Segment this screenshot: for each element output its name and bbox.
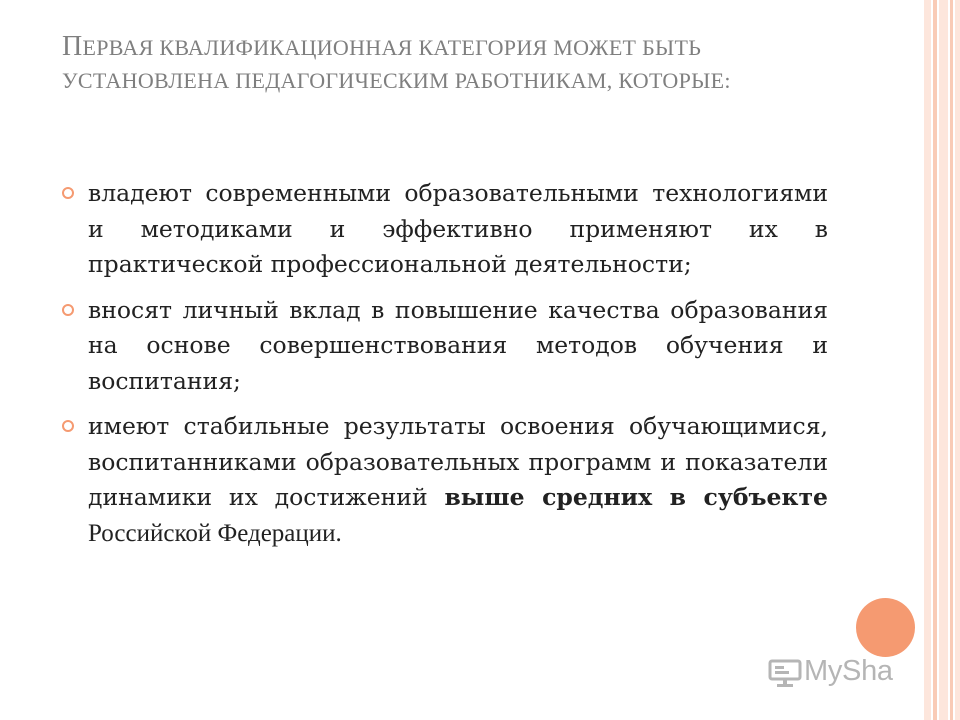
slides-logo-icon bbox=[768, 656, 802, 688]
bullet-text: владеют современными образовательными технологиями и методиками и эффективно применяют их в практической профессиональной деятельности; bbox=[88, 179, 828, 278]
bullet-list bbox=[62, 176, 828, 561]
slide-title bbox=[62, 30, 842, 97]
bullet-text-end: Российской Федерации. bbox=[88, 519, 342, 547]
bullet-marker-icon bbox=[62, 304, 74, 316]
title-text: ЕРВАЯ КВАЛИФИКАЦИОННАЯ КАТЕГОРИЯ МОЖЕТ БЫТЬ УСТАНОВЛЕНА ПЕДАГОГИЧЕСКИМ РАБОТНИКАМ, КОТОРЫЕ: bbox=[62, 35, 731, 93]
bullet-item bbox=[62, 409, 828, 551]
decorative-circle bbox=[856, 598, 915, 657]
watermark bbox=[768, 655, 893, 688]
decorative-stripe bbox=[950, 0, 953, 720]
decorative-stripe bbox=[933, 0, 937, 720]
bullet-item bbox=[62, 293, 828, 400]
decorative-stripe bbox=[955, 0, 960, 720]
bullet-text: вносят личный вклад в повышение качества образования на основе совершенствования методов обучения и воспитания; bbox=[88, 295, 828, 395]
bullet-marker-icon bbox=[62, 187, 74, 199]
title-initial: П bbox=[62, 31, 83, 62]
bullet-item bbox=[62, 176, 828, 283]
watermark-text: MySha bbox=[804, 655, 893, 687]
decorative-stripe bbox=[939, 0, 948, 720]
decorative-stripe bbox=[924, 0, 931, 720]
bullet-marker-icon bbox=[62, 420, 74, 432]
bullet-bold-text: выше средних в субъекте bbox=[444, 483, 828, 511]
bullet-text: имеют стабильные результаты освоения обучающимися, воспитанниками образовательных программ и показатели динамики их достижений bbox=[88, 412, 828, 511]
